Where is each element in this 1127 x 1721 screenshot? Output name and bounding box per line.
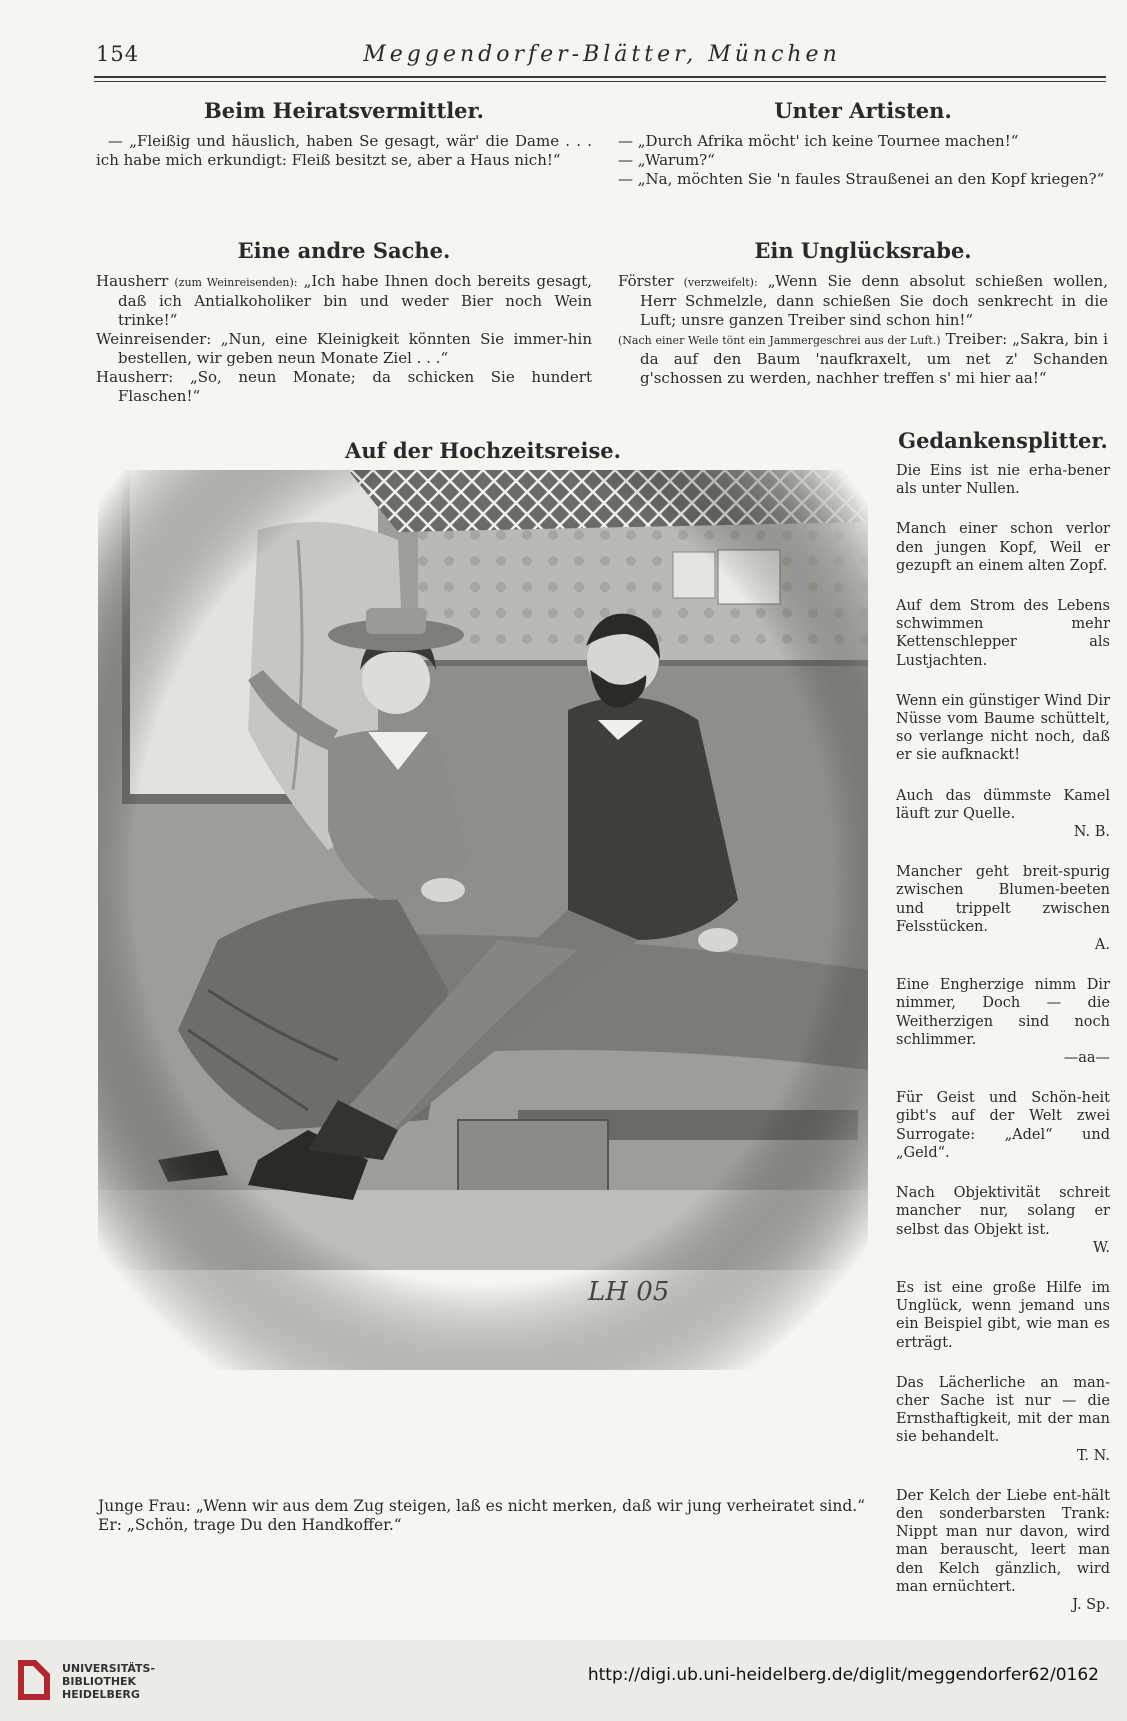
dialog-line	[618, 330, 1108, 388]
dialog-line: — „Durch Afrika möcht' ich keine Tournee machen!“	[618, 132, 1019, 150]
dialog-line	[618, 272, 1108, 330]
dialog-line	[96, 330, 592, 368]
page-header	[96, 38, 1108, 72]
dialog-line: — „Warum?“	[618, 151, 715, 169]
stage-note: (verzweifelt):	[683, 276, 758, 289]
author-sig: T. N.	[1076, 1447, 1110, 1464]
page-number: 154	[96, 42, 140, 66]
aphorism-item: Nach Objektivität schreit mancher nur, solang er selbst das Objekt ist. W.	[896, 1185, 1110, 1256]
header-rule	[94, 76, 1106, 78]
artist-signature: LH 05	[588, 1277, 670, 1307]
caption-line: Er: „Schön, trage Du den Handkoffer.“	[98, 1516, 402, 1534]
aphorism-item: Für Geist und Schön-heit gibt's auf der Welt zwei Surrogate: „Adel“ und „Geld“.	[896, 1090, 1110, 1161]
aphorism-item: Der Kelch der Liebe ent-hält den sonderbarsten Trank: Nippt man nur davon, wird man berauscht, leert man den Kelch gänzlich, wird man ernüchtert. J. Sp.	[896, 1487, 1110, 1613]
author-sig: J. Sp.	[1072, 1596, 1110, 1613]
aphorism-list	[896, 462, 1110, 1614]
author-sig: W.	[1093, 1239, 1110, 1256]
aphorism-item: Manch einer schon verlor den jungen Kopf, Weil er gezupft an einem alten Zopf.	[896, 521, 1110, 574]
joke-heiratsvermittler	[96, 132, 592, 170]
joke-artisten	[618, 132, 1108, 189]
speaker: Förster	[618, 272, 674, 290]
joke-ungluecksrabe	[618, 272, 1108, 388]
library-logo-icon	[14, 1656, 54, 1704]
aphorism-item: Wenn ein günstiger Wind Dir Nüsse vom Baume schüttelt, so verlange nicht noch, daß er sie aufknackt!	[896, 692, 1110, 764]
couple-illustration	[98, 470, 868, 1370]
author-sig: —aa—	[1063, 1050, 1110, 1067]
library-name: UNIVERSITÄTS- BIBLIOTHEK HEIDELBERG	[62, 1662, 156, 1701]
speech: „Sakra, bin i da auf den Baum 'naufkraxelt, um net z' Schanden g'schossen zu werden, nachher treffen s' mi hier aa!“	[640, 330, 1108, 387]
section-title-heiratsvermittler: Beim Heiratsvermittler.	[203, 98, 484, 123]
speech: „Wenn Sie denn absolut schießen wollen, Herr Schmelzle, dann schießen Sie doch senkrecht in die Luft; unsre ganzen Treiber sind schon hin!“	[640, 272, 1108, 329]
dialog-line: — „Na, möchten Sie 'n faules Straußenei an den Kopf kriegen?“	[618, 170, 1105, 188]
masthead: Meggendorfer-Blätter, München	[363, 42, 841, 67]
illustration-title: Auf der Hochzeitsreise.	[345, 438, 621, 463]
aphorism-item: Auf dem Strom des Lebens schwimmen mehr Kettenschlepper als Lustjachten.	[896, 598, 1110, 669]
author-sig: N. B.	[1073, 824, 1110, 841]
aphorism-item: Eine Engherzige nimm Dir nimmer, Doch — die Weitherzigen sind noch schlimmer. —aa—	[896, 977, 1110, 1067]
illustration-caption	[98, 1497, 888, 1535]
joke-andre-sache	[96, 272, 592, 406]
joke-text: — „Fleißig und häuslich, haben Se gesagt, wär' die Dame . . . ich habe mich erkundigt: Fleiß besitzt se, aber a Haus nich!“	[96, 132, 592, 169]
speaker: Weinreisender:	[96, 330, 212, 348]
stage-note: (Nach einer Weile tönt ein Jammergeschrei aus der Luft.)	[618, 334, 941, 347]
library-footer	[0, 1640, 1127, 1721]
speaker: Hausherr:	[96, 368, 174, 386]
section-title-andre-sache: Eine andre Sache.	[237, 238, 451, 263]
aphorism-item: Es ist eine große Hilfe im Unglück, wenn jemand uns ein Beispiel gibt, wie man es erträgt.	[896, 1279, 1110, 1351]
caption-line: Junge Frau: „Wenn wir aus dem Zug steigen, laß es nicht merken, daß wir jung verheiratet sind.“	[98, 1497, 866, 1515]
source-url-link[interactable]: http://digi.ub.uni-heidelberg.de/diglit/meggendorfer62/0162	[587, 1665, 1099, 1685]
speech: „Nun, eine Kleinigkeit könnten Sie immer-hin bestellen, wir geben neun Monate Ziel . . .“	[118, 330, 592, 367]
stage-note: (zum Weinreisenden):	[174, 276, 298, 289]
header-rule-thin	[94, 81, 1106, 82]
speaker: Hausherr	[96, 272, 169, 290]
dialog-line	[96, 368, 592, 406]
section-title-ungluecksrabe: Ein Unglücksrabe.	[754, 238, 972, 263]
aphorism-item: Die Eins ist nie erha-bener als unter Nullen.	[896, 463, 1110, 498]
aphorism-item: Das Lächerliche an man-cher Sache ist nur — die Ernsthaftigkeit, mit der man sie behandelt. T. N.	[896, 1374, 1110, 1464]
aphorism-item: Mancher geht breit-spurig zwischen Blumen-beeten und trippelt zwischen Felsstücken. A.	[896, 864, 1110, 954]
aphorism-item: Auch das dümmste Kamel läuft zur Quelle. N. B.	[896, 787, 1110, 841]
section-title-artisten: Unter Artisten.	[774, 98, 952, 123]
speech: „Ich habe Ihnen doch bereits gesagt, daß ich Antialkoholiker bin und weder Bier noch Wein trinke!“	[118, 272, 592, 329]
speaker: Treiber:	[945, 330, 1008, 348]
author-sig: A.	[1094, 937, 1110, 954]
speech: „So, neun Monate; da schicken Sie hundert Flaschen!“	[118, 368, 592, 405]
dialog-line	[96, 272, 592, 330]
sidebar-title: Gedankensplitter.	[898, 428, 1108, 453]
